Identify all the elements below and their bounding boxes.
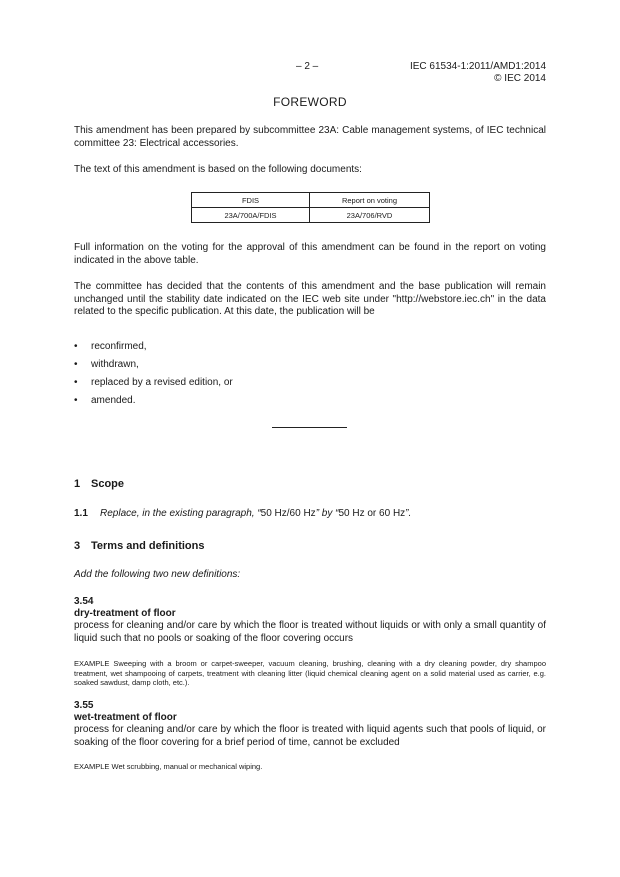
- clause-number: 1.1: [74, 508, 88, 519]
- section-number: 3: [74, 540, 81, 552]
- term-example: EXAMPLE Sweeping with a broom or carpet-sweeper, vacuum cleaning, brushing, cleaning with a dry cleaning powder, dry shampoo treatment, wet shampooing of carpets, treatment with cleaning litter (liquid chemical cleaning agent on a solid material used as carrier, e.g. soaked sawdust, damp cloth, etc.).: [74, 659, 546, 687]
- foreword-paragraph-2: The text of this amendment is based on the following documents:: [74, 164, 362, 175]
- copyright-notice: © IEC 2014: [494, 73, 546, 84]
- table-cell: 23A/706/RVD: [310, 208, 430, 223]
- publication-options-list: [74, 341, 233, 413]
- page-number: – 2 –: [296, 61, 319, 72]
- term-name: wet-treatment of floor: [74, 712, 177, 723]
- table-header-cell: FDIS: [192, 193, 310, 208]
- header-reference: [410, 61, 546, 85]
- bullet-symbol: •: [74, 377, 78, 388]
- document-reference: IEC 61534-1:2011/AMD1:2014: [409, 61, 546, 72]
- term-definition: process for cleaning and/or care by which the floor is treated with liquid agents such that pools of liquid, or soaking of the floor covering for a brief period of time, cannot be excluded: [74, 724, 546, 748]
- clause-1-1: 1.1 Replace, in the existing paragraph, “50 Hz/60 Hz” by “50 Hz or 60 Hz”.: [74, 508, 412, 519]
- foreword-paragraph-4: The committee has decided that the contents of this amendment and the base publication will remain unchanged until the stability date indicated on the IEC web site under "http://webstore.iec.ch" in the data related to the specific publication. At this date, the publication will be: [74, 281, 546, 317]
- terms-intro: Add the following two new definitions:: [74, 569, 241, 580]
- table-header-cell: Report on voting: [310, 193, 430, 208]
- list-item: • amended.: [74, 395, 136, 406]
- section-heading-terms: [74, 540, 204, 552]
- foreword-paragraph-3: Full information on the voting for the approval of this amendment can be found in the report on voting indicated in the above table.: [74, 242, 546, 266]
- bullet-symbol: •: [74, 359, 78, 370]
- table-cell: 23A/700A/FDIS: [192, 208, 310, 223]
- section-heading-scope: [74, 478, 124, 490]
- term-name: dry-treatment of floor: [74, 608, 176, 619]
- term-example: EXAMPLE Wet scrubbing, manual or mechanical wiping.: [74, 762, 263, 771]
- bullet-symbol: •: [74, 395, 78, 406]
- section-title: Scope: [91, 478, 125, 490]
- table-row: [192, 208, 430, 223]
- term-definition: process for cleaning and/or care by which the floor is treated without liquids or with only a small quantity of liquid such that no pools or soaking of the floor covering occurs: [74, 620, 546, 644]
- section-number: 1: [74, 478, 81, 490]
- term-number: 3.55: [74, 700, 94, 711]
- section-title: Terms and definitions: [91, 540, 205, 552]
- documents-table: [191, 192, 430, 223]
- page-title: FOREWORD: [273, 95, 347, 109]
- term-number: 3.54: [74, 596, 94, 607]
- list-item: • replaced by a revised edition, or: [74, 377, 233, 388]
- foreword-paragraph-1: This amendment has been prepared by subcommittee 23A: Cable management systems, of IEC technical committee 23: Electrical accessories.: [74, 125, 546, 149]
- table-header-row: [192, 193, 430, 208]
- list-item: • withdrawn,: [74, 359, 139, 370]
- list-item: • reconfirmed,: [74, 341, 147, 352]
- bullet-symbol: •: [74, 341, 78, 352]
- section-divider: [272, 427, 347, 428]
